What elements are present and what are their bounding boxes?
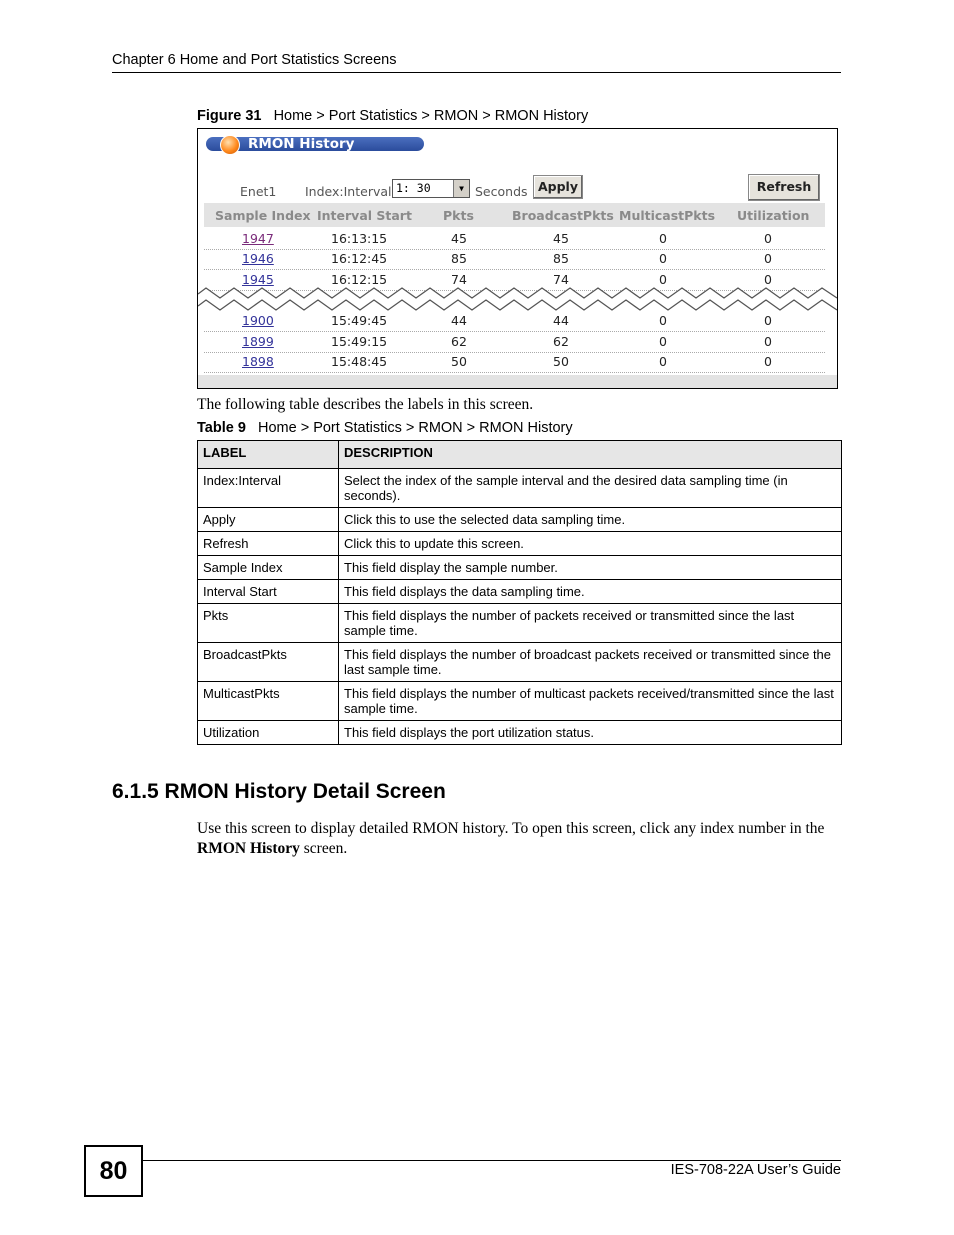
utilization: 0	[764, 334, 772, 349]
port-label: Enet1	[240, 184, 277, 199]
sample-index-link[interactable]: 1946	[242, 251, 274, 266]
interval-start: 16:12:15	[331, 272, 388, 287]
utilization: 0	[764, 251, 772, 266]
multicast-pkts: 0	[659, 251, 667, 266]
broadcast-pkts: 45	[553, 231, 569, 246]
row-label: MulticastPkts	[198, 682, 339, 721]
row-description: This field displays the data sampling time.	[339, 580, 842, 604]
col-pkts: Pkts	[443, 208, 474, 223]
broadcast-pkts: 62	[553, 334, 569, 349]
col-multicast-pkts: MulticastPkts	[619, 208, 716, 223]
pkts: 74	[451, 272, 467, 287]
guide-title: IES-708-22A User’s Guide	[670, 1162, 841, 1178]
footer-rule	[141, 1160, 841, 1161]
table-row	[198, 469, 842, 508]
screen-title-bar	[206, 137, 424, 151]
utilization: 0	[764, 231, 772, 246]
row-description: This field displays the number of broadcast packets received or transmitted since the last sample time.	[339, 643, 842, 682]
figure-caption	[197, 108, 588, 124]
row-description: Select the index of the sample interval and the desired data sampling time (in seconds).	[339, 469, 842, 508]
interval-start: 16:13:15	[331, 231, 388, 246]
header-label: LABEL	[198, 441, 339, 469]
table-label: Table 9	[197, 420, 246, 436]
table-row	[198, 643, 842, 682]
pkts: 85	[451, 251, 467, 266]
table-row	[204, 249, 825, 270]
interval-start: 15:49:45	[331, 313, 388, 328]
table-row	[198, 682, 842, 721]
multicast-pkts: 0	[659, 313, 667, 328]
broadcast-pkts: 85	[553, 251, 569, 266]
sample-index-link[interactable]: 1900	[242, 313, 274, 328]
row-description: This field displays the number of packets received or transmitted since the last sample time.	[339, 604, 842, 643]
header-description: DESCRIPTION	[339, 441, 842, 469]
multicast-pkts: 0	[659, 231, 667, 246]
section-heading: 6.1.5 RMON History Detail Screen	[112, 780, 446, 803]
table-row	[204, 332, 825, 353]
broadcast-pkts: 44	[553, 313, 569, 328]
running-header: Chapter 6 Home and Port Statistics Screens	[112, 52, 397, 68]
col-broadcast-pkts: BroadcastPkts	[512, 208, 614, 223]
interval-start: 16:12:45	[331, 251, 388, 266]
sample-index-link[interactable]: 1945	[242, 272, 274, 287]
index-interval-label: Index:Interval	[305, 184, 392, 199]
screen-title: RMON History	[248, 136, 355, 152]
interval-start: 15:49:15	[331, 334, 388, 349]
break-squiggle	[198, 284, 837, 318]
interval-start: 15:48:45	[331, 354, 388, 369]
col-sample-index: Sample Index	[215, 208, 311, 223]
row-label: Refresh	[198, 532, 339, 556]
header-rule	[112, 72, 841, 73]
para-text-end: screen.	[299, 840, 348, 857]
table-row	[204, 229, 825, 250]
table-row	[198, 604, 842, 643]
table-row	[198, 532, 842, 556]
refresh-button[interactable]: Refresh	[748, 174, 820, 201]
dropdown-arrow-icon[interactable]: ▼	[453, 180, 469, 197]
row-label: Sample Index	[198, 556, 339, 580]
row-description: Click this to update this screen.	[339, 532, 842, 556]
table-caption	[197, 420, 573, 436]
table-row	[198, 508, 842, 532]
history-table-header	[204, 203, 825, 227]
table-row	[198, 580, 842, 604]
utilization: 0	[764, 313, 772, 328]
pkts: 62	[451, 334, 467, 349]
row-label: BroadcastPkts	[198, 643, 339, 682]
figure-label: Figure 31	[197, 108, 262, 124]
table-row	[204, 352, 825, 373]
rmon-history-screenshot	[197, 128, 838, 389]
row-label: Pkts	[198, 604, 339, 643]
index-interval-select[interactable]	[392, 179, 470, 198]
col-utilization: Utilization	[737, 208, 810, 223]
seconds-label: Seconds	[475, 184, 528, 199]
screen-bottom-bar	[198, 375, 837, 388]
table-title: Home > Port Statistics > RMON > RMON History	[257, 420, 573, 436]
multicast-pkts: 0	[659, 334, 667, 349]
multicast-pkts: 0	[659, 272, 667, 287]
row-label: Utilization	[198, 721, 339, 745]
label-description-table	[197, 440, 842, 745]
pkts: 50	[451, 354, 467, 369]
utilization: 0	[764, 354, 772, 369]
row-label: Apply	[198, 508, 339, 532]
para-text-start: Use this screen to display detailed RMON history. To open this screen, click any index number in the	[197, 820, 825, 837]
row-description: This field displays the port utilization status.	[339, 721, 842, 745]
sample-index-link[interactable]: 1898	[242, 354, 274, 369]
intro-text: The following table describes the labels in this screen.	[197, 396, 534, 413]
row-description: This field displays the number of multicast packets received/transmitted since the last sample time.	[339, 682, 842, 721]
row-description: Click this to use the selected data sampling time.	[339, 508, 842, 532]
table-row	[198, 721, 842, 745]
sample-index-link[interactable]: 1899	[242, 334, 274, 349]
col-interval-start: Interval Start	[317, 208, 412, 223]
apply-button[interactable]: Apply	[533, 175, 583, 199]
multicast-pkts: 0	[659, 354, 667, 369]
table-header-row	[198, 441, 842, 469]
pkts: 45	[451, 231, 467, 246]
figure-title: Home > Port Statistics > RMON > RMON History	[273, 108, 589, 124]
para-text-bold: RMON History	[197, 840, 300, 857]
index-interval-value: 1: 30	[396, 181, 431, 195]
utilization: 0	[764, 272, 772, 287]
section-paragraph	[197, 819, 842, 859]
row-label: Index:Interval	[198, 469, 339, 508]
orb-icon	[220, 135, 240, 155]
row-label: Interval Start	[198, 580, 339, 604]
pkts: 44	[451, 313, 467, 328]
broadcast-pkts: 50	[553, 354, 569, 369]
table-row	[198, 556, 842, 580]
broadcast-pkts: 74	[553, 272, 569, 287]
sample-index-link[interactable]: 1947	[242, 231, 274, 246]
row-description: This field display the sample number.	[339, 556, 842, 580]
page-number: 80	[84, 1145, 143, 1197]
